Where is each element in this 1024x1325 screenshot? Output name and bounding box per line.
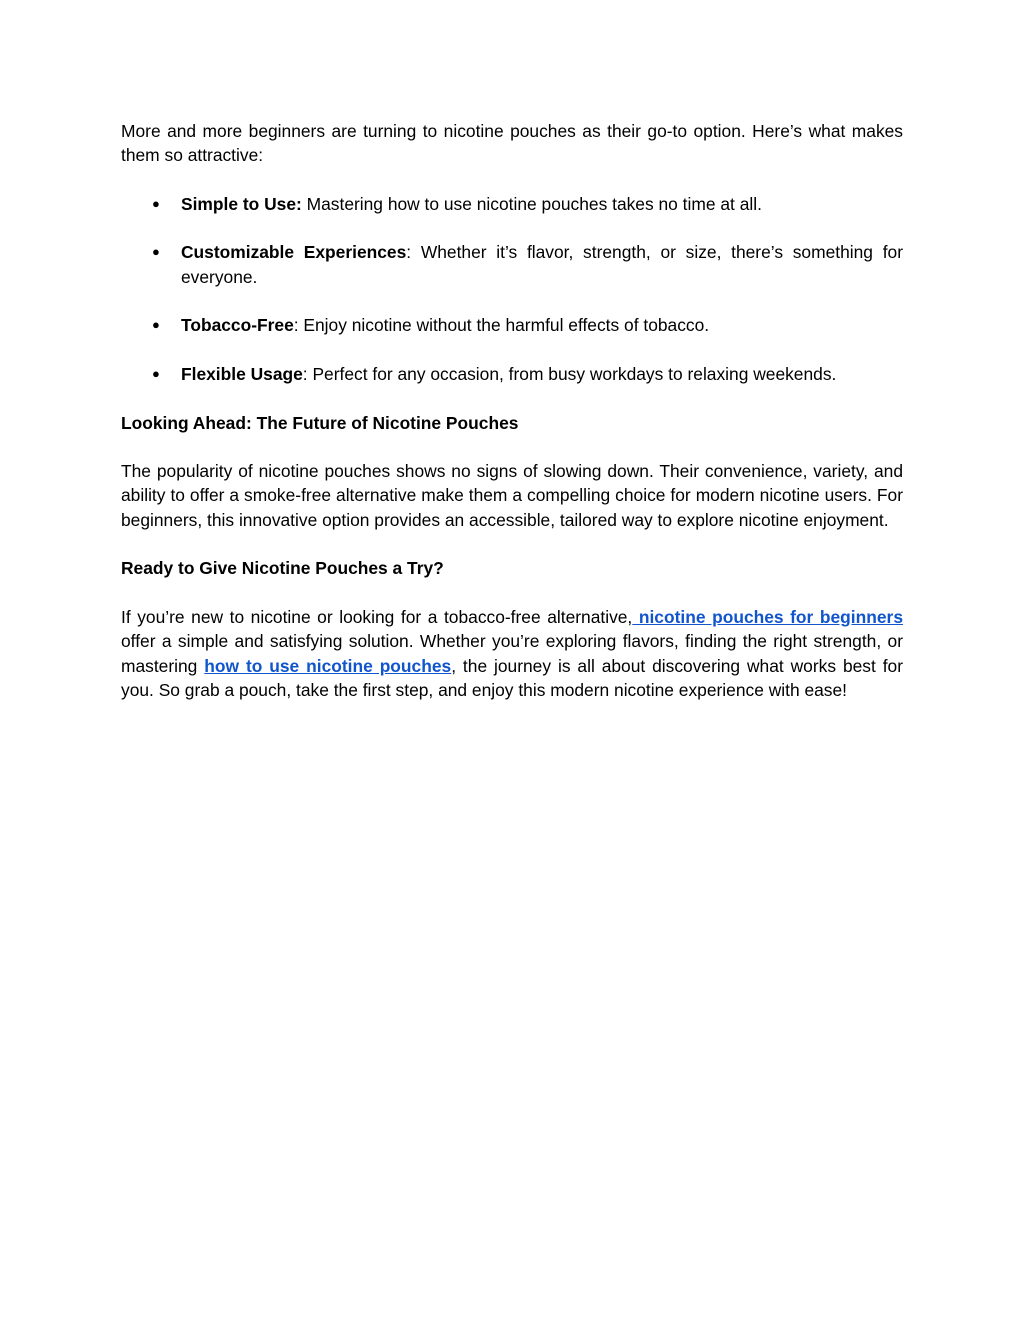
- bullet-icon: ●: [152, 317, 160, 333]
- bullet-icon: ●: [152, 365, 160, 381]
- list-item: [121, 362, 903, 386]
- intro-paragraph: More and more beginners are turning to nicotine pouches as their go-to option. Here’s what makes them so attractive:: [121, 121, 903, 166]
- section-heading-future: Looking Ahead: The Future of Nicotine Pouches: [121, 412, 519, 433]
- nicotine-pouches-for-beginners-link[interactable]: nicotine pouches for beginners: [632, 606, 903, 627]
- list-item-text: : Whether it’s flavor, strength, or size, there’s something for everyone.: [181, 242, 903, 287]
- section-heading-try: Ready to Give Nicotine Pouches a Try?: [121, 558, 444, 579]
- try-text-part3: , the journey is all about discovering what works best for you. So grab a pouch, take the first step, and enjoy this modern nicotine experience with ease!: [121, 655, 904, 700]
- document-page: [121, 119, 903, 726]
- list-item: [121, 240, 903, 289]
- try-text-part2: offer a simple and satisfying solution. Whether you’re exploring flavors, finding the right strength, or mastering: [121, 631, 903, 676]
- list-item-title: Tobacco-Free: [181, 315, 294, 336]
- list-item-text: : Perfect for any occasion, from busy workdays to relaxing weekends.: [302, 363, 837, 384]
- list-item: [121, 313, 903, 337]
- benefits-list: [121, 192, 903, 386]
- list-item-text: : Enjoy nicotine without the harmful effects of tobacco.: [293, 315, 710, 336]
- list-item-title: Simple to Use:: [181, 193, 302, 214]
- bullet-icon: ●: [152, 195, 160, 211]
- future-paragraph: The popularity of nicotine pouches shows no signs of slowing down. Their convenience, variety, and ability to offer a smoke-free alternative make them a compelling choice for modern nicotine users. For beginners, this innovative option provides an accessible, tailored way to explore nicotine enjoyment.: [121, 461, 903, 530]
- list-item-title: Customizable Experiences: [181, 242, 407, 263]
- try-text-part1: If you’re new to nicotine or looking for a tobacco-free alternative,: [121, 606, 633, 627]
- try-paragraph: [121, 605, 903, 702]
- list-item-text: Mastering how to use nicotine pouches takes no time at all.: [301, 193, 762, 214]
- list-item: [121, 192, 903, 216]
- bullet-icon: ●: [152, 244, 160, 260]
- how-to-use-nicotine-pouches-link[interactable]: how to use nicotine pouches: [204, 655, 452, 676]
- list-item-title: Flexible Usage: [181, 363, 303, 384]
